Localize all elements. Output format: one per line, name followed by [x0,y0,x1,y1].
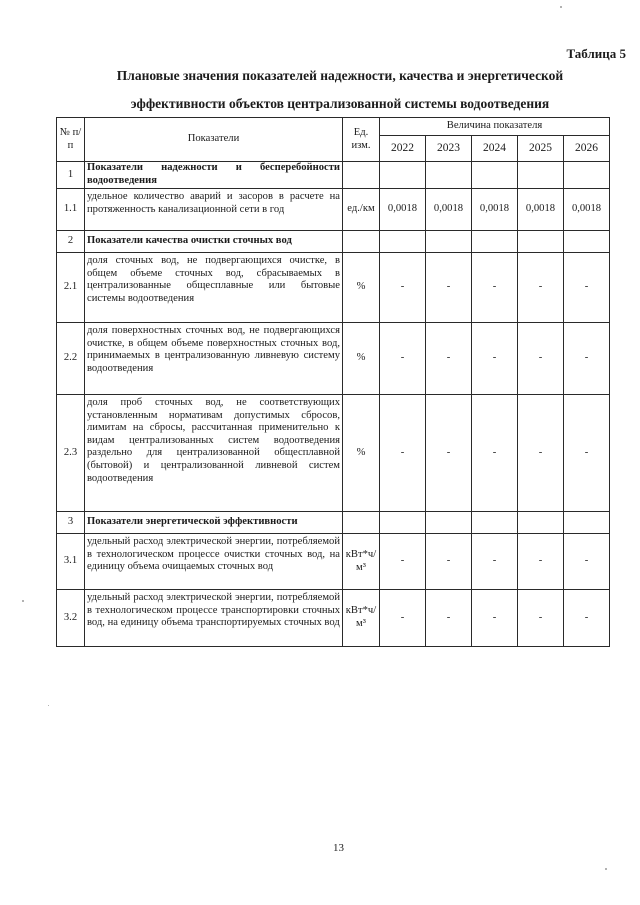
indicator-text: доля проб сточных вод, не соответствующих установленным нормативам допустимых сбросов, лимитам на сбросы, рассчитанная применительно к видам централизованных систем водоотведения раздельно для централизованной общесплавной (бытовой) и централизованной ливневой систем водоотведения [85,395,343,512]
row-number: 3 [57,512,85,534]
value-cell: - [472,323,518,395]
value-cell: - [380,590,426,647]
value-cell: - [472,253,518,323]
indicator-text: удельный расход электрической энергии, потребляемой в технологическом процессе транспортировки сточных вод, на единицу объема транспортируемых сточных вод [85,590,343,647]
value-cell: - [564,323,610,395]
value-cell: - [380,534,426,590]
value-cell: - [426,395,472,512]
value-cell: 0,0018 [426,189,472,231]
section-title: Показатели качества очистки сточных вод [85,231,343,253]
row-number: 2 [57,231,85,253]
scan-speck [22,600,24,602]
value-cell: - [564,395,610,512]
indicator-text: удельное количество аварий и засоров в расчете на протяженность канализационной сети в год [85,189,343,231]
value-cell: - [426,534,472,590]
row-number: 2.3 [57,395,85,512]
header-year: 2025 [518,136,564,162]
header-no: № п/п [57,118,85,162]
table-label: Таблица 5 [566,46,626,61]
value-cell: - [518,590,564,647]
indicators-table [56,117,610,647]
value-cell: - [564,590,610,647]
section-title: Показатели энергетической эффективности [85,512,343,534]
document-title-line-1: Плановые значения показателей надежности, качества и энергетической [116,68,564,83]
value-cell: - [472,395,518,512]
header-value-group: Величина показателя [380,118,610,136]
value-cell: - [564,253,610,323]
indicator-text: доля сточных вод, не подвергающихся очистке, в общем объеме сточных вод, сбрасываемых в централизованные общесплавные или бытовые системы водоотведения [85,253,343,323]
row-number: 1 [57,162,85,189]
table-row [57,189,610,231]
value-cell: - [426,253,472,323]
value-cell: - [518,323,564,395]
value-cell: 0,0018 [380,189,426,231]
indicator-text: доля поверхностных сточных вод, не подвергающихся очистке, в общем объеме поверхностных сточных вод, принимаемых в централизованную ливневую систему водоотведения [85,323,343,395]
table-row-section-3 [57,512,610,534]
table-row [57,253,610,323]
scan-speck [48,705,49,706]
unit-cell: кВт*ч/м³ [343,590,380,647]
value-cell: 0,0018 [518,189,564,231]
unit-cell: кВт*ч/м³ [343,534,380,590]
row-number: 2.2 [57,323,85,395]
value-cell: 0,0018 [472,189,518,231]
value-cell: - [564,534,610,590]
value-cell: - [518,253,564,323]
table-row [57,395,610,512]
unit-cell: ед./км [343,189,380,231]
unit-cell: % [343,395,380,512]
row-number: 3.1 [57,534,85,590]
value-cell: - [426,323,472,395]
section-title: Показатели надежности и бесперебойности водоотведения [85,162,343,189]
value-cell: - [518,395,564,512]
table-row [57,323,610,395]
value-cell: - [380,323,426,395]
row-number: 2.1 [57,253,85,323]
document-title-line-2: эффективности объектов централизованной системы водоотведения [130,96,550,111]
header-year: 2024 [472,136,518,162]
table-row-section-1 [57,162,610,189]
unit-cell: % [343,253,380,323]
scan-speck [605,868,607,870]
header-year: 2022 [380,136,426,162]
value-cell: - [472,534,518,590]
value-cell: - [380,253,426,323]
header-year: 2023 [426,136,472,162]
value-cell: - [426,590,472,647]
page-number: 13 [333,842,344,854]
value-cell: - [472,590,518,647]
table-row [57,590,610,647]
scan-speck [560,6,562,8]
indicator-text: удельный расход электрической энергии, потребляемой в технологическом процессе очистки сточных вод, на единицу объема очищаемых сточных вод [85,534,343,590]
value-cell: - [380,395,426,512]
row-number: 1.1 [57,189,85,231]
header-unit: Ед. изм. [343,118,380,162]
row-number: 3.2 [57,590,85,647]
table-row-section-2 [57,231,610,253]
table-row [57,534,610,590]
value-cell: 0,0018 [564,189,610,231]
value-cell: - [518,534,564,590]
header-year: 2026 [564,136,610,162]
unit-cell: % [343,323,380,395]
header-indicators: Показатели [85,118,343,162]
